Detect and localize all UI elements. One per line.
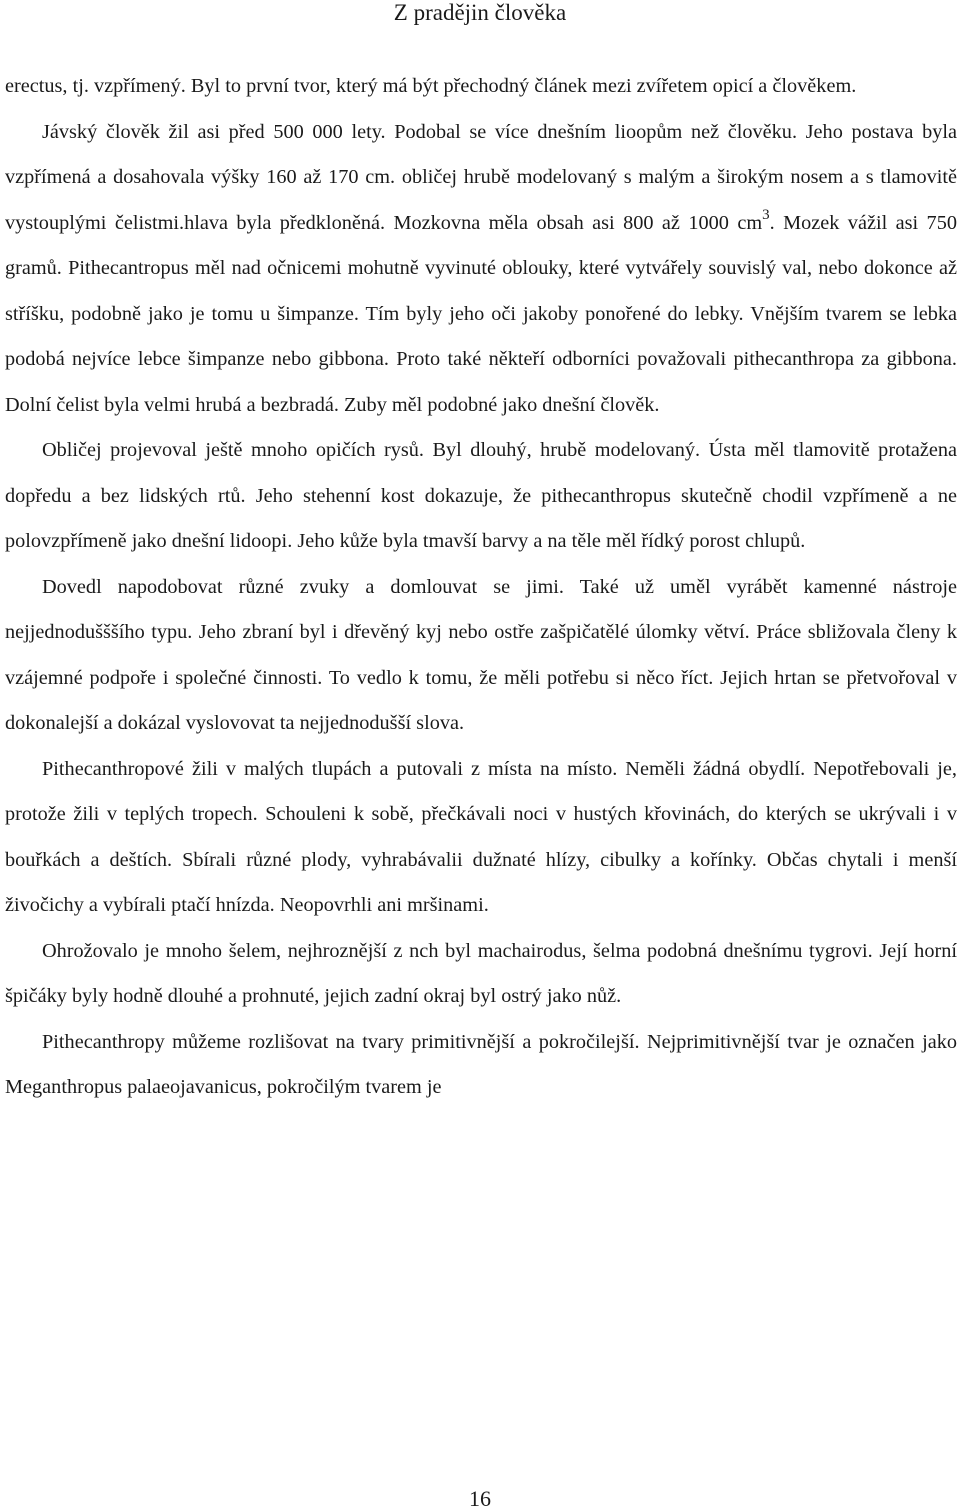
paragraph-2-part-2: . Mozek vážil asi 750 gramů. Pithecantropus měl nad očnicemi mohutně vyvinuté oblouky, které vytvářely souvislý val, nebo dokonce až stříšku, podobně jako je tomu u šimpanze. Tím byly jeho oči jakoby ponořené do lebky. Vnějším tvarem se lebka podobá nejvíce lebce šimpanze nebo gibbona. Proto také někteří odborníci považovali pithecanthropa za gibbona. Dolní čelist byla velmi hrubá a bezbradá. Zuby měl podobné jako dnešní člověk. <box>5 211 957 416</box>
paragraph-5: Pithecanthropové žili v malých tlupách a putovali z místa na místo. Neměli žádná obydlí. Nepotřebovali je, protože žili v teplých tropech. Schouleni k sobě, přečkávali noci v hustých křovinách, do kterých se ukrývali i v bouřkách a deštích. Sbírali různé plody, vyhrabávalii dužnaté hlízy, cibulky a kořínky. Občas chytali i menší živočichy a vybírali ptačí hnízda. Neopovrhli ani mršinami. <box>5 757 957 916</box>
paragraph-2 <box>5 110 957 429</box>
paragraph-7: Pithecanthropy můžeme rozlišovat na tvary primitivnější a pokročilejší. Nejprimitivnější tvar je označen jako Meganthropus palaeojavanicus, pokročilým tvarem je <box>5 1030 957 1098</box>
superscript-exponent: 3 <box>762 206 770 223</box>
paragraph-1: erectus, tj. vzpřímený. Byl to první tvor, který má být přechodný článek mezi zvířetem opicí a člověkem. <box>5 75 857 97</box>
paragraph-3: Obličej projevoval ještě mnoho opičích rysů. Byl dlouhý, hrubě modelovaný. Ústa měl tlamovitě protažena dopředu a bez lidských rtů. Jeho stehenní kost dokazuje, že pithecanthropus skutečně chodil vzpřímeně a ne polovzpřímeně jako dnešní lidoopi. Jeho kůže byla tmavší barvy a na těle měl řídký porost chlupů. <box>5 439 957 552</box>
page-body <box>5 64 957 1111</box>
page-header <box>0 0 960 26</box>
page-number: 16 <box>469 1486 491 1511</box>
paragraph-6: Ohrožovalo je mnoho šelem, nejhroznější z nch byl machairodus, šelma podobná dnešnímu tygrovi. Její horní špičáky byly hodně dlouhé a prohnuté, jejich zadní okraj byl ostrý jako nůž. <box>5 939 957 1007</box>
paragraph-4: Dovedl napodobovat různé zvuky a domlouvat se jimi. Také už uměl vyrábět kamenné nástroje nejjednodušššího typu. Jeho zbraní byl i dřevěný kyj nebo ostře zašpičatělé úlomky větví. Práce sbližovala členy k vzájemné podpoře i společné činnosti. To vedlo k tomu, že měli potřebu si něco říct. Jejich hrtan se přetvořoval v dokonalejší a dokázal vyslovovat ta nejjednodušší slova. <box>5 575 957 734</box>
page-title: Z pradějin člověka <box>393 0 567 25</box>
paragraph-2-part-1: Jávský člověk žil asi před 500 000 lety. Podobal se více dnešním lioopům než člověku. Jeho postava byla vzpřímená a dosahovala výšky 160 až 170 cm. obličej hrubě modelovaný s malým a širokým nosem a s tlamovitě vystouplými čelistmi.hlava byla předkloněná. Mozkovna měla obsah asi 800 až 1000 cm <box>5 120 957 234</box>
